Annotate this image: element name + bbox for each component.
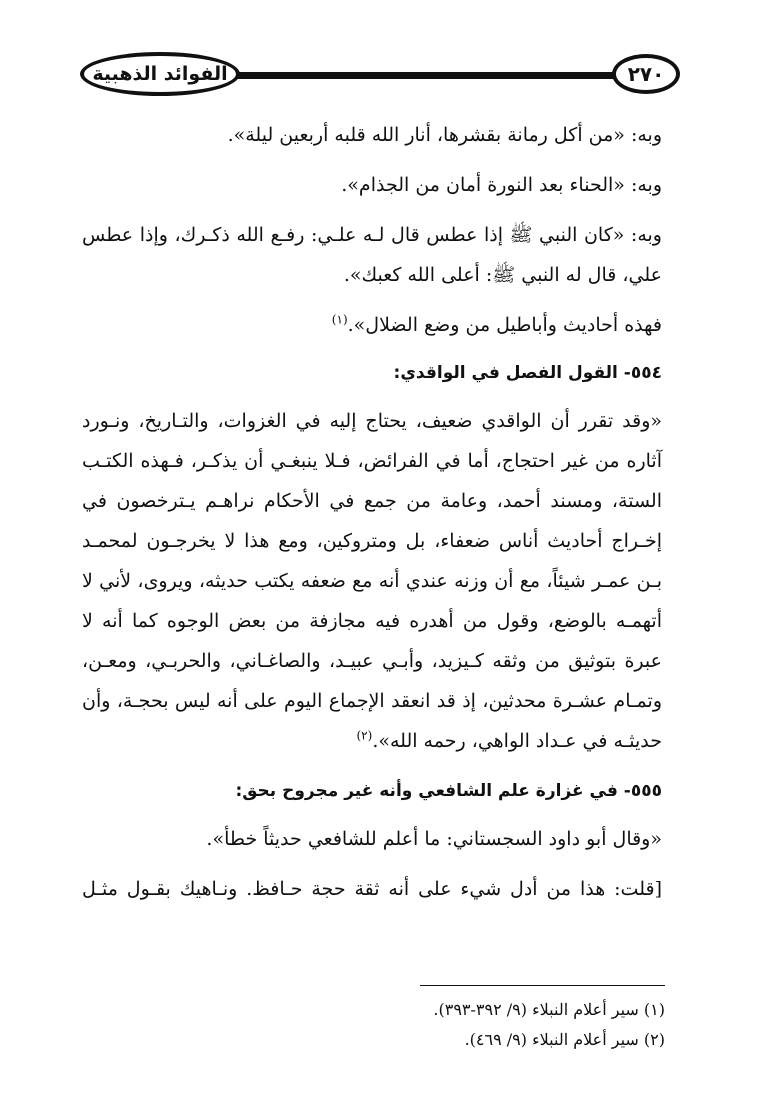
section-heading-555: ٥٥٥- في غزارة علم الشافعي وأنه غير مجروح بحق: — [235, 781, 662, 801]
page-number: ٢٧٠ — [612, 54, 680, 94]
footnote-separator — [420, 985, 665, 986]
footnote-2: (٢) سير أعلام النبلاء (٩/ ٤٦٩). — [464, 1030, 665, 1049]
footnote-ref-1: (١) — [331, 312, 348, 327]
main-text — [82, 115, 662, 919]
paragraph-2: وبه: «الحناء بعد النورة أمان من الجذام». — [341, 174, 662, 196]
footnotes — [105, 995, 665, 1055]
paragraph-5 — [82, 401, 662, 761]
quote-block-554 — [82, 401, 662, 761]
paragraph-6: «وقال أبو داود السجستاني: ما أعلم للشافعي حديثاً خطأ». — [206, 828, 662, 850]
footnote-1: (١) سير أعلام النبلاء (٩/ ٣٩٢-٣٩٣). — [433, 1000, 665, 1019]
paragraph-5-text: «وقد تقرر أن الواقدي ضعيف، يحتاج إليه في الغزوات، والتـاريخ، ونـورد آثاره من غير احتجاج، أما في الفرائض، فـلا ينبغـي أن يذكـر، فـهذه الكتـب الستة، ومسند أحمد، وعامة من جمع في الأحكام نراهـم يـترخصون في إخـراج أحاديث أناس ضعفاء، بل ومتروكين، ومع هذا لا يخرجـون لمحمـد بـن عمـر شيئاً، مع أن وزنه عندي أنه مع ضعفه يكتب حديثه، ويروى، لأني لا أتهمـه بالوضع، وقول من أهدره فيه مجازفة من بعض الوجوه كما أنه لا عبرة بتوثيق من وثقه كـيزيد، وأبـي عبيـد، والصاغـاني، والحربـي، ومعـن، وتمـام عشـرة محدثين، إذ قد انعقد الإجماع اليوم على أنه ليس بحجـة، وأن حديثـه في عـداد الواهي، رحمه الله». — [82, 410, 663, 752]
page-header — [80, 52, 680, 102]
paragraph-4-text: فهذه أحاديث وأباطيل من وضع الضلال». — [347, 314, 662, 336]
paragraph-3: وبه: «كان النبي ﷺ إذا عطس قال لـه علـي: رفـع الله ذكـرك، وإذا عطس علي، قال له النبي ﷺ: أعلى الله كعبك». — [82, 224, 662, 286]
running-title: الفوائد الذهبية — [80, 52, 240, 96]
footnote-ref-2: (٢) — [356, 728, 373, 743]
header-rule — [230, 72, 620, 79]
paragraph-1: وبه: «من أكل رمانة بقشرها، أنار الله قلبه أربعين ليلة». — [227, 124, 662, 146]
paragraph-4 — [82, 305, 662, 345]
paragraph-7: [قلت: هذا من أدل شيء على أنه ثقة حجة حـافظ. ونـاهيك بقـول مثـل — [82, 878, 662, 900]
section-heading-554: ٥٥٤- القول الفصل في الواقدي: — [393, 363, 662, 383]
